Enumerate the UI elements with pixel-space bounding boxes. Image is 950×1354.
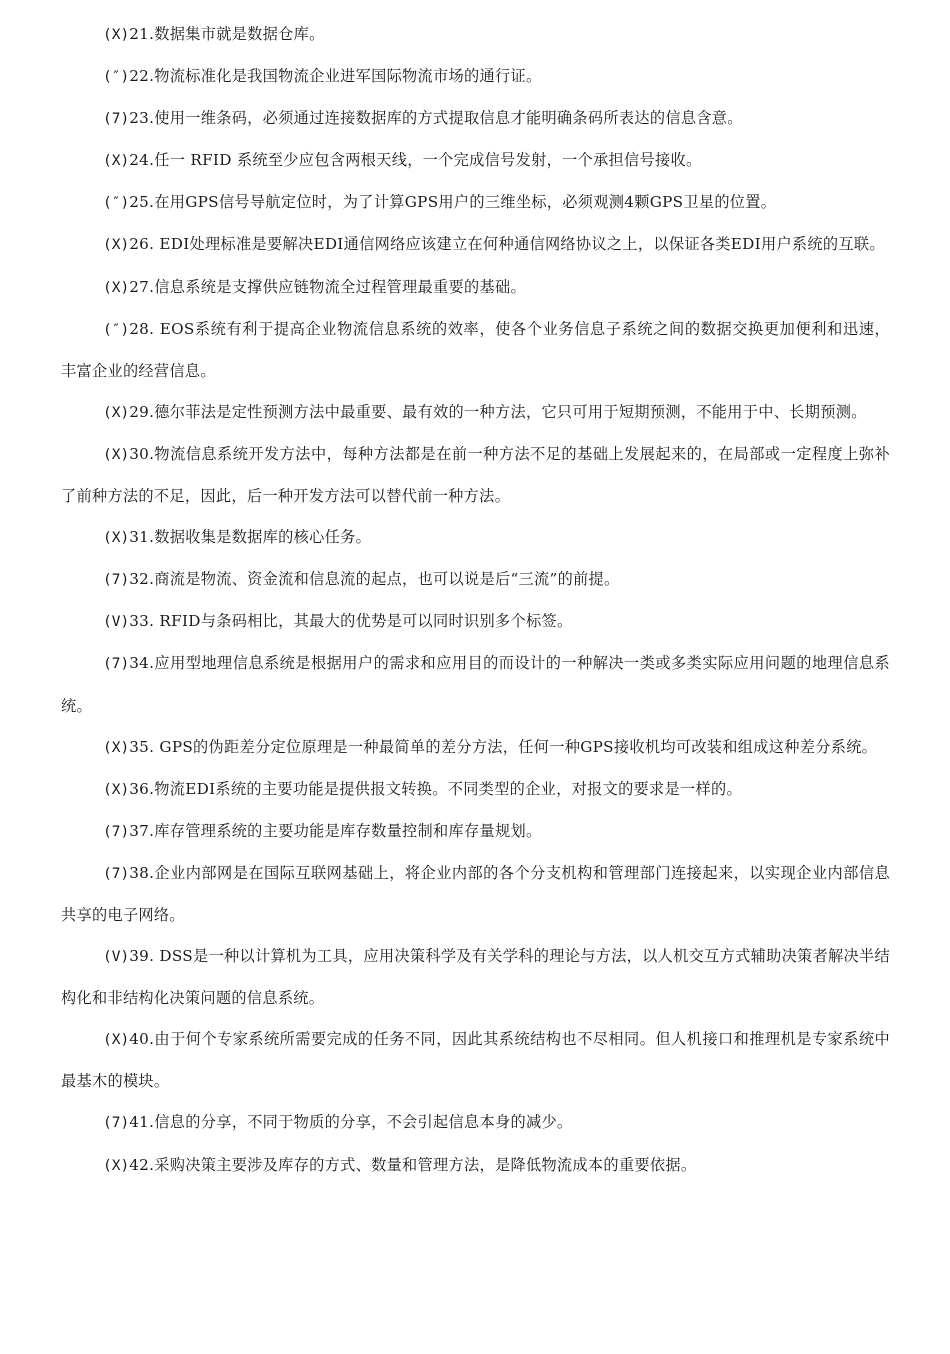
- question-item: [61, 182, 890, 224]
- question-text: 37.库存管理系统的主要功能是库存数量控制和库存量规划。: [129, 821, 542, 840]
- answer-mark: (″): [103, 69, 130, 86]
- question-text: 40.由于何个专家系统所需要完成的任务不同，因此其系统结构也不尽相同。但人机接口和推理机是专家系统中最基木的模块。: [61, 1030, 890, 1091]
- question-item: [61, 643, 890, 726]
- question-item: [61, 727, 890, 769]
- answer-mark: (X): [103, 153, 130, 170]
- answer-mark: (″): [103, 321, 130, 338]
- question-item: [61, 1102, 890, 1144]
- question-text: 21.数据集市就是数据仓库。: [129, 25, 325, 43]
- question-item: [61, 811, 890, 853]
- question-item: [61, 392, 890, 434]
- answer-mark: (X): [103, 530, 130, 547]
- question-item: [61, 517, 890, 559]
- question-text: 23.使用一维条码，必须通过连接数据库的方式提取信息才能明确条码所表达的信息含意。: [129, 109, 743, 128]
- question-text: 31.数据收集是数据库的核心任务。: [129, 528, 372, 547]
- question-text: 29.德尔菲法是定性预测方法中最重要、最有效的一种方法，它只可用于短期预测，不能用于中、长期预测。: [129, 402, 867, 421]
- question-item: [61, 267, 890, 309]
- question-text: 38.企业内部网是在国际互联网基础上，将企业内部的各个分支机构和管理部门连接起来，以实现企业内部信息共享的电子网络。: [61, 863, 890, 924]
- question-item: [61, 309, 890, 392]
- answer-mark: (7): [103, 572, 130, 589]
- question-text: 26. EDI处理标准是要解决EDI通信网络应该建立在何种通信网络协议之上，以保证各类EDI用户系统的互联。: [129, 235, 885, 254]
- question-text: 28. EOS系统有利于提高企业物流信息系统的效率，使各个业务信息子系统之间的数据交换更加便利和迅速，丰富企业的经营信息。: [61, 319, 890, 380]
- answer-mark: (X): [103, 781, 130, 798]
- question-text: 35. GPS的伪距差分定位原理是一种最简单的差分方法，任何一种GPS接收机均可改装和组成这种差分系统。: [129, 737, 878, 756]
- answer-mark: (X): [103, 1032, 130, 1049]
- question-item: [61, 14, 890, 56]
- question-item: [61, 769, 890, 811]
- question-text: 36.物流EDI系统的主要功能是提供报文转换。不同类型的企业，对报文的要求是一样的。: [129, 779, 742, 798]
- question-text: 39. DSS是一种以计算机为工具，应用决策科学及有关学科的理论与方法，以人机交互方式辅助决策者解决半结构化和非结构化决策问题的信息系统。: [61, 947, 890, 1008]
- question-item: [61, 98, 890, 140]
- question-text: 27.信息系统是支撑供应链物流全过程管理最重要的基础。: [129, 277, 526, 296]
- answer-mark: (″): [103, 195, 130, 212]
- question-item: [61, 1145, 890, 1187]
- answer-mark: (V): [103, 614, 130, 631]
- question-item: [61, 1019, 890, 1102]
- question-item: [61, 853, 890, 936]
- question-text: 25.在用GPS信号导航定位时，为了计算GPS用户的三维坐标，必须观测4颗GPS卫星的位置。: [129, 193, 777, 212]
- answer-mark: (7): [103, 823, 130, 840]
- question-text: 22.物流标准化是我国物流企业进军国际物流市场的通行证。: [129, 67, 542, 86]
- judgment-question-list: [61, 14, 890, 1187]
- answer-mark: (7): [103, 865, 130, 882]
- question-item: [61, 601, 890, 643]
- question-text: 24.任一 RFID 系统至少应包含两根天线，一个完成信号发射，一个承担信号接收。: [129, 151, 702, 170]
- question-text: 30.物流信息系统开发方法中，每种方法都是在前一种方法不足的基础上发展起来的，在局部或一定程度上弥补了前种方法的不足，因此，后一种开发方法可以替代前一种方法。: [61, 444, 890, 506]
- question-text: 41.信息的分享，不同于物质的分享，不会引起信息本身的减少。: [129, 1113, 573, 1132]
- answer-mark: (X): [103, 27, 130, 43]
- answer-mark: (X): [103, 279, 130, 296]
- answer-mark: (X): [103, 404, 130, 421]
- answer-mark: (7): [103, 111, 130, 128]
- question-item: [61, 936, 890, 1019]
- question-item: [61, 224, 890, 266]
- answer-mark: (X): [103, 1157, 130, 1174]
- answer-mark: (X): [103, 446, 130, 463]
- question-item: [61, 559, 890, 601]
- answer-mark: (X): [103, 237, 130, 254]
- question-text: 33. RFID与条码相比，其最大的优势是可以同时识别多个标签。: [129, 612, 573, 631]
- answer-mark: (7): [103, 1115, 130, 1132]
- question-item: [61, 56, 890, 98]
- answer-mark: (V): [103, 949, 130, 966]
- question-text: 42.采购决策主要涉及库存的方式、数量和管理方法，是降低物流成本的重要依据。: [129, 1155, 697, 1174]
- question-item: [61, 434, 890, 517]
- answer-mark: (X): [103, 739, 130, 756]
- question-item: [61, 140, 890, 182]
- question-text: 34.应用型地理信息系统是根据用户的需求和应用目的而设计的一种解决一类或多类实际应用问题的地理信息系统。: [61, 654, 890, 715]
- question-text: 32.商流是物流、资金流和信息流的起点，也可以说是后“三流”的前提。: [129, 570, 620, 589]
- answer-mark: (7): [103, 656, 130, 673]
